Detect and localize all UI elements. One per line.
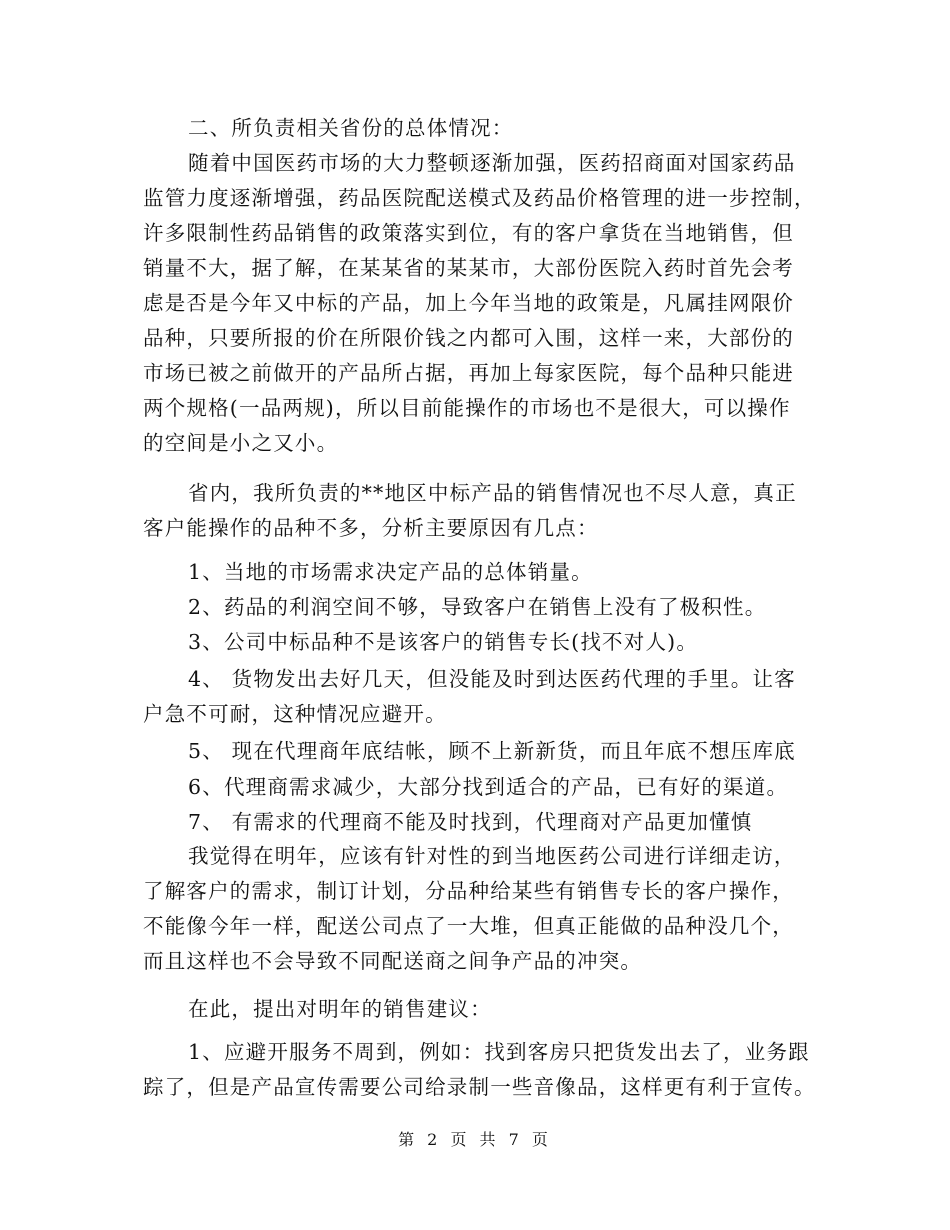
- paragraph-line: 品种，只要所报的价在所限价钱之内都可入围，这样一来，大部份的: [143, 326, 794, 350]
- paragraph-line: 而且这样也不会导致不同配送商之间争产品的冲突。: [143, 949, 643, 973]
- paragraph-line: 销量不大，据了解，在某某省的某某市，大部份医院入药时首先会考: [143, 256, 794, 280]
- paragraph-line: 我觉得在明年，应该有针对性的到当地医药公司进行详细走访，: [188, 844, 796, 868]
- list-item: 2、药品的利润空间不够，导致客户在销售上没有了极积性。: [188, 595, 767, 619]
- list-item: 4、 货物发出去好几天，但没能及时到达医药代理的手里。让客: [188, 667, 796, 691]
- section-heading: 二、所负责相关省份的总体情况：: [188, 116, 514, 140]
- paragraph-line: 的空间是小之又小。: [143, 431, 339, 455]
- paragraph-line: 踪了，但是产品宣传需要公司给录制一些音像品，这样更有利于宣传。: [143, 1075, 816, 1099]
- paragraph-line: 虑是否是今年又中标的产品，加上今年当地的政策是，凡属挂网限价: [143, 291, 794, 315]
- paragraph-line: 了解客户的需求，制订计划，分品种给某些有销售专长的客户操作，: [143, 879, 794, 903]
- list-item: 7、 有需求的代理商不能及时找到，代理商对产品更加懂慎: [188, 810, 753, 834]
- list-item: 6、代理商需求减少，大部分找到适合的产品，已有好的渠道。: [188, 775, 789, 799]
- list-item-continuation: 户急不可耐，这种情况应避开。: [143, 702, 447, 726]
- page-number: 第 2 页 共 7 页: [398, 1130, 552, 1149]
- list-item: 1、当地的市场需求决定产品的总体销量。: [188, 560, 593, 584]
- paragraph-line: 许多限制性药品销售的政策落实到位，有的客户拿货在当地销售，但: [143, 221, 794, 245]
- paragraph-line: 市场已被之前做开的产品所占据，再加上每家医院，每个品种只能进: [143, 361, 794, 385]
- paragraph-line: 客户能操作的品种不多，分析主要原因有几点：: [143, 516, 599, 540]
- paragraph-line: 不能像今年一样，配送公司点了一大堆，但真正能做的品种没几个，: [143, 914, 794, 938]
- paragraph-line: 监管力度逐渐增强，药品医院配送模式及药品价格管理的进一步控制，: [143, 186, 816, 210]
- paragraph-line: 随着中国医药市场的大力整顿逐渐加强，医药招商面对国家药品: [188, 151, 796, 175]
- list-item: 5、 现在代理商年底结帐，顾不上新新货，而且年底不想压库底: [188, 739, 796, 763]
- paragraph-line: 省内，我所负责的**地区中标产品的销售情况也不尽人意，真正: [188, 481, 797, 505]
- paragraph-line: 两个规格(一品两规)，所以目前能操作的市场也不是很大，可以操作: [143, 396, 791, 420]
- paragraph-line: 1、应避开服务不周到，例如：找到客房只把货发出去了，业务跟: [188, 1040, 810, 1064]
- paragraph-line: 在此，提出对明年的销售建议：: [188, 997, 492, 1021]
- list-item: 3、公司中标品种不是该客户的销售专长(找不对人)。: [188, 630, 699, 654]
